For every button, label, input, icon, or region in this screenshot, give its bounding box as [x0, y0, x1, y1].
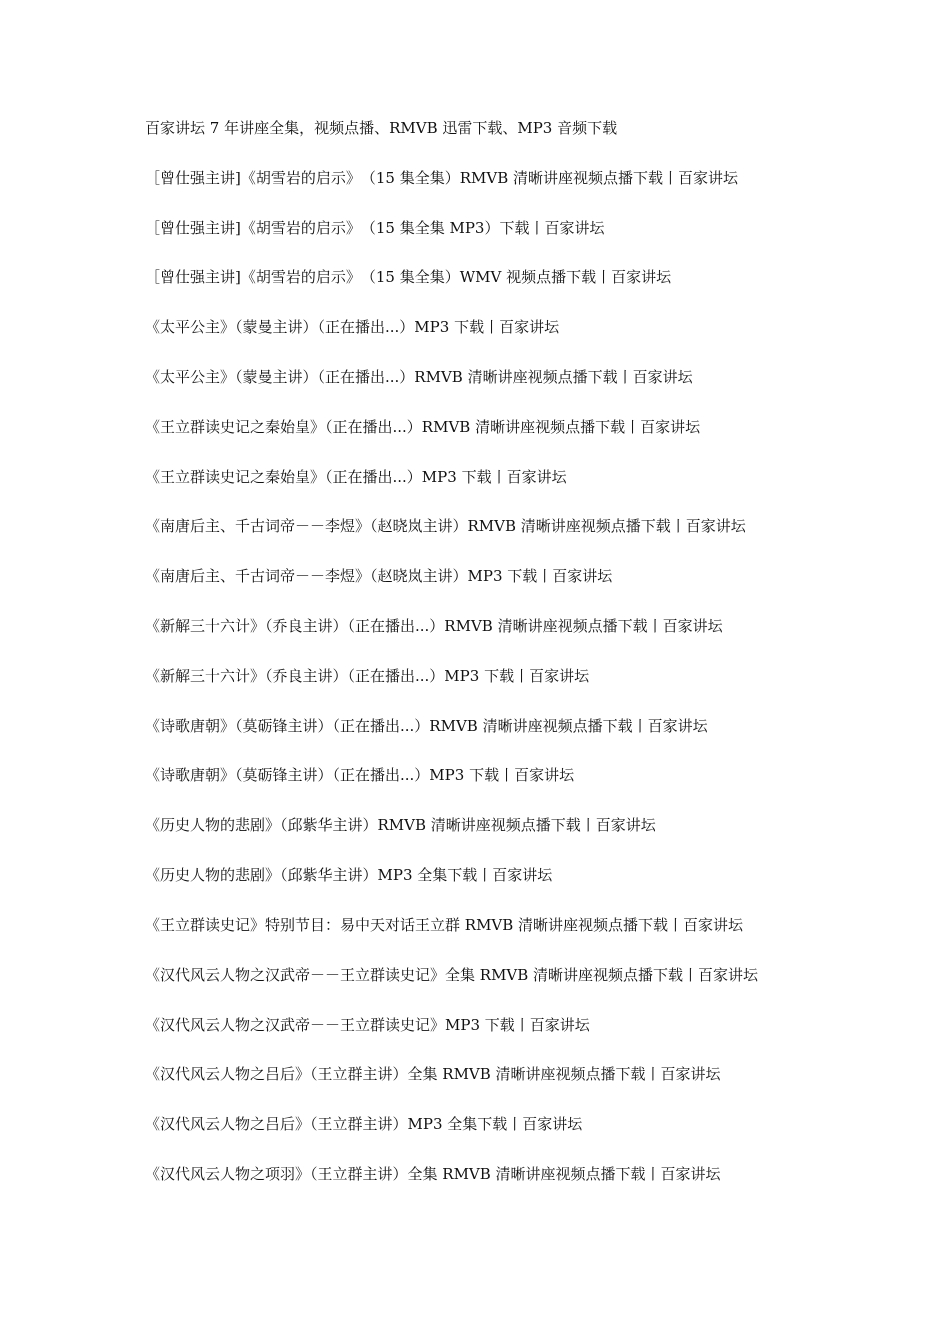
list-item: ［曾仕强主讲]《胡雪岩的启示》 （15 集全集 MP3）下载丨百家讲坛	[145, 218, 605, 237]
list-item: ［曾仕强主讲]《胡雪岩的启示》 （15 集全集）RMVB 清晰讲座视频点播下载丨百家讲坛	[145, 168, 738, 187]
list-item: 《汉代风云人物之吕后》（王立群主讲）全集 RMVB 清晰讲座视频点播下载丨百家讲坛	[145, 1065, 721, 1084]
list-item: 《历史人物的悲剧》（邱紫华主讲）RMVB 清晰讲座视频点播下载丨百家讲坛	[145, 816, 656, 835]
list-item: ［曾仕强主讲]《胡雪岩的启示》 （15 集全集）WMV 视频点播下载丨百家讲坛	[145, 268, 672, 287]
list-item: 《历史人物的悲剧》（邱紫华主讲）MP3 全集下载丨百家讲坛	[145, 865, 553, 884]
list-item: 《王立群读史记之秦始皇》（正在播出...）RMVB 清晰讲座视频点播下载丨百家讲坛	[145, 417, 701, 436]
list-item: 《诗歌唐朝》（莫砺锋主讲）（正在播出...）RMVB 清晰讲座视频点播下载丨百家讲坛	[145, 716, 708, 735]
list-item: 《汉代风云人物之汉武帝－－王立群读史记》全集 RMVB 清晰讲座视频点播下载丨百家讲坛	[145, 965, 759, 984]
list-item: 《汉代风云人物之汉武帝－－王立群读史记》MP3 下载丨百家讲坛	[145, 1015, 590, 1034]
list-item: 《新解三十六计》（乔良主讲）（正在播出...）MP3 下载丨百家讲坛	[145, 666, 590, 685]
list-item: 《南唐后主、千古词帝－－李煜》（赵晓岚主讲）MP3 下载丨百家讲坛	[145, 567, 613, 586]
list-item: 《南唐后主、千古词帝－－李煜》（赵晓岚主讲）RMVB 清晰讲座视频点播下载丨百家讲坛	[145, 517, 746, 536]
list-item: 《王立群读史记之秦始皇》（正在播出...）MP3 下载丨百家讲坛	[145, 467, 567, 486]
list-item: 《诗歌唐朝》（莫砺锋主讲）（正在播出...）MP3 下载丨百家讲坛	[145, 766, 575, 785]
list-item: 《汉代风云人物之吕后》（王立群主讲）MP3 全集下载丨百家讲坛	[145, 1115, 583, 1134]
list-item: 《王立群读史记》特别节目：易中天对话王立群 RMVB 清晰讲座视频点播下载丨百家讲坛	[145, 915, 744, 934]
list-item: 《太平公主》（蒙曼主讲）（正在播出...）MP3 下载丨百家讲坛	[145, 318, 560, 337]
doc-heading-line: 百家讲坛 7 年讲座全集，视频点播、RMVB 迅雷下载、MP3 音频下载	[145, 119, 618, 137]
list-item: 《新解三十六计》（乔良主讲）（正在播出...）RMVB 清晰讲座视频点播下载丨百家讲坛	[145, 616, 723, 635]
list-item: 《汉代风云人物之项羽》（王立群主讲）全集 RMVB 清晰讲座视频点播下载丨百家讲坛	[145, 1164, 721, 1183]
document-body	[145, 116, 815, 1212]
list-item: 《太平公主》（蒙曼主讲）（正在播出...）RMVB 清晰讲座视频点播下载丨百家讲坛	[145, 367, 693, 386]
